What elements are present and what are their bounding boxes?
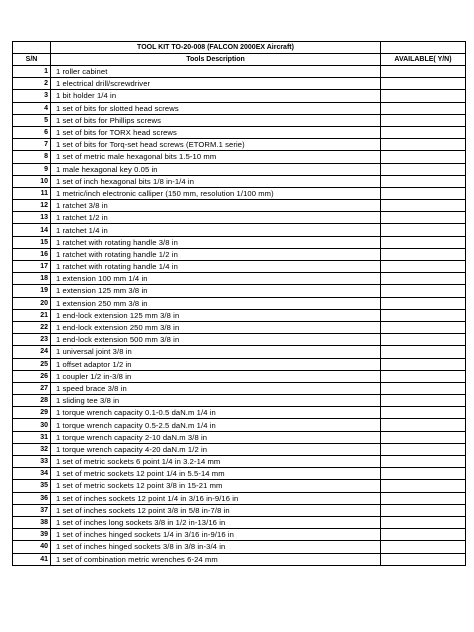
- row-description: 1 end-lock extension 500 mm 3/8 in: [51, 334, 381, 346]
- table-row: [13, 382, 466, 394]
- row-available[interactable]: [381, 480, 466, 492]
- table-row: [13, 541, 466, 553]
- table-row: [13, 224, 466, 236]
- row-description: 1 roller cabinet: [51, 66, 381, 78]
- row-description: 1 set of inches sockets 12 point 1/4 in 3/16 in-9/16 in: [51, 492, 381, 504]
- row-available[interactable]: [381, 200, 466, 212]
- row-description: 1 extension 250 mm 3/8 in: [51, 297, 381, 309]
- row-available[interactable]: [381, 541, 466, 553]
- row-available[interactable]: [381, 175, 466, 187]
- row-sn: 17: [13, 261, 51, 273]
- header-description: Tools Description: [51, 54, 381, 66]
- table-row: [13, 334, 466, 346]
- row-available[interactable]: [381, 261, 466, 273]
- row-description: 1 set of bits for Torq-set head screws (ETORM.1 serie): [51, 139, 381, 151]
- row-sn: 8: [13, 151, 51, 163]
- row-available[interactable]: [381, 395, 466, 407]
- row-available[interactable]: [381, 114, 466, 126]
- table-row: [13, 553, 466, 565]
- row-description: 1 bit holder 1/4 in: [51, 90, 381, 102]
- row-sn: 28: [13, 395, 51, 407]
- row-sn: 38: [13, 516, 51, 528]
- title-blank-cell: [381, 42, 466, 54]
- tool-kit-sheet: [12, 41, 465, 566]
- table-row: [13, 321, 466, 333]
- table-row: [13, 456, 466, 468]
- row-sn: 9: [13, 163, 51, 175]
- row-description: 1 metric/inch electronic calliper (150 mm, resolution 1/100 mm): [51, 187, 381, 199]
- row-available[interactable]: [381, 273, 466, 285]
- header-sn: S/N: [13, 54, 51, 66]
- row-available[interactable]: [381, 163, 466, 175]
- table-row: [13, 187, 466, 199]
- row-sn: 40: [13, 541, 51, 553]
- title-row: [13, 42, 466, 54]
- row-available[interactable]: [381, 443, 466, 455]
- row-description: 1 speed brace 3/8 in: [51, 382, 381, 394]
- row-sn: 31: [13, 431, 51, 443]
- row-available[interactable]: [381, 492, 466, 504]
- header-available: AVAILABLE( Y/N): [381, 54, 466, 66]
- table-row: [13, 200, 466, 212]
- table-row: [13, 480, 466, 492]
- table-row: [13, 309, 466, 321]
- row-available[interactable]: [381, 212, 466, 224]
- table-row: [13, 346, 466, 358]
- table-row: [13, 261, 466, 273]
- row-sn: 27: [13, 382, 51, 394]
- row-description: 1 ratchet 1/4 in: [51, 224, 381, 236]
- row-description: 1 end-lock extension 250 mm 3/8 in: [51, 321, 381, 333]
- row-sn: 21: [13, 309, 51, 321]
- row-available[interactable]: [381, 504, 466, 516]
- row-available[interactable]: [381, 285, 466, 297]
- row-description: 1 torque wrench capacity 2-10 daN.m 3/8 in: [51, 431, 381, 443]
- row-description: 1 set of inches long sockets 3/8 in 1/2 in-13/16 in: [51, 516, 381, 528]
- row-sn: 35: [13, 480, 51, 492]
- table-row: [13, 212, 466, 224]
- row-description: 1 set of metric sockets 12 point 3/8 in 15-21 mm: [51, 480, 381, 492]
- table-row: [13, 504, 466, 516]
- row-description: 1 set of combination metric wrenches 6-24 mm: [51, 553, 381, 565]
- row-sn: 1: [13, 66, 51, 78]
- row-sn: 33: [13, 456, 51, 468]
- table-row: [13, 151, 466, 163]
- table-title: TOOL KIT TO-20-008 (FALCON 2000EX Aircraft): [51, 42, 381, 54]
- row-sn: 22: [13, 321, 51, 333]
- row-available[interactable]: [381, 516, 466, 528]
- row-sn: 39: [13, 529, 51, 541]
- table-row: [13, 395, 466, 407]
- header-row: [13, 54, 466, 66]
- row-available[interactable]: [381, 431, 466, 443]
- table-row: [13, 419, 466, 431]
- row-description: 1 set of inches sockets 12 point 3/8 in 5/8 in-7/8 in: [51, 504, 381, 516]
- row-sn: 34: [13, 468, 51, 480]
- row-description: 1 offset adaptor 1/2 in: [51, 358, 381, 370]
- row-description: 1 sliding tee 3/8 in: [51, 395, 381, 407]
- row-description: 1 universal joint 3/8 in: [51, 346, 381, 358]
- row-available[interactable]: [381, 553, 466, 565]
- row-available[interactable]: [381, 151, 466, 163]
- table-row: [13, 443, 466, 455]
- row-available[interactable]: [381, 456, 466, 468]
- table-row: [13, 102, 466, 114]
- table-row: [13, 66, 466, 78]
- row-sn: 41: [13, 553, 51, 565]
- row-available[interactable]: [381, 419, 466, 431]
- table-row: [13, 297, 466, 309]
- row-available[interactable]: [381, 321, 466, 333]
- row-description: 1 set of metric sockets 12 point 1/4 in 5.5-14 mm: [51, 468, 381, 480]
- row-description: 1 end-lock extension 125 mm 3/8 in: [51, 309, 381, 321]
- table-row: [13, 407, 466, 419]
- row-sn: 12: [13, 200, 51, 212]
- table-row: [13, 175, 466, 187]
- row-sn: 30: [13, 419, 51, 431]
- row-available[interactable]: [381, 102, 466, 114]
- row-available[interactable]: [381, 370, 466, 382]
- table-row: [13, 285, 466, 297]
- table-row: [13, 248, 466, 260]
- table-row: [13, 370, 466, 382]
- row-description: 1 male hexagonal key 0.05 in: [51, 163, 381, 175]
- row-description: 1 set of inches hinged sockets 1/4 in 3/16 in-9/16 in: [51, 529, 381, 541]
- row-available[interactable]: [381, 139, 466, 151]
- row-description: 1 extension 100 mm 1/4 in: [51, 273, 381, 285]
- table-row: [13, 114, 466, 126]
- table-row: [13, 163, 466, 175]
- row-available[interactable]: [381, 529, 466, 541]
- row-sn: 5: [13, 114, 51, 126]
- row-available[interactable]: [381, 236, 466, 248]
- row-sn: 15: [13, 236, 51, 248]
- table-row: [13, 468, 466, 480]
- row-sn: 23: [13, 334, 51, 346]
- row-sn: 29: [13, 407, 51, 419]
- row-sn: 25: [13, 358, 51, 370]
- row-description: 1 ratchet 3/8 in: [51, 200, 381, 212]
- row-sn: 4: [13, 102, 51, 114]
- row-available[interactable]: [381, 224, 466, 236]
- row-description: 1 ratchet with rotating handle 1/2 in: [51, 248, 381, 260]
- row-sn: 13: [13, 212, 51, 224]
- table-row: [13, 90, 466, 102]
- table-row: [13, 273, 466, 285]
- row-available[interactable]: [381, 66, 466, 78]
- row-description: 1 set of bits for TORX head screws: [51, 126, 381, 138]
- row-sn: 24: [13, 346, 51, 358]
- row-sn: 11: [13, 187, 51, 199]
- table-row: [13, 431, 466, 443]
- row-available[interactable]: [381, 126, 466, 138]
- table-row: [13, 529, 466, 541]
- row-description: 1 set of metric sockets 6 point 1/4 in 3.2-14 mm: [51, 456, 381, 468]
- row-description: 1 coupler 1/2 in-3/8 in: [51, 370, 381, 382]
- row-description: 1 torque wrench capacity 4-20 daN.m 1/2 in: [51, 443, 381, 455]
- row-sn: 32: [13, 443, 51, 455]
- row-available[interactable]: [381, 468, 466, 480]
- table-row: [13, 516, 466, 528]
- row-sn: 2: [13, 78, 51, 90]
- table-row: [13, 236, 466, 248]
- row-description: 1 set of bits for Phillips screws: [51, 114, 381, 126]
- row-available[interactable]: [381, 358, 466, 370]
- row-description: 1 extension 125 mm 3/8 in: [51, 285, 381, 297]
- row-sn: 16: [13, 248, 51, 260]
- row-sn: 19: [13, 285, 51, 297]
- row-sn: 36: [13, 492, 51, 504]
- row-sn: 3: [13, 90, 51, 102]
- table-row: [13, 126, 466, 138]
- row-sn: 37: [13, 504, 51, 516]
- row-description: 1 set of bits for slotted head screws: [51, 102, 381, 114]
- row-available[interactable]: [381, 187, 466, 199]
- row-sn: 14: [13, 224, 51, 236]
- row-available[interactable]: [381, 407, 466, 419]
- row-sn: 6: [13, 126, 51, 138]
- row-description: 1 torque wrench capacity 0.5-2.5 daN.m 1/4 in: [51, 419, 381, 431]
- row-description: 1 set of metric male hexagonal bits 1.5-10 mm: [51, 151, 381, 163]
- row-available[interactable]: [381, 334, 466, 346]
- row-description: 1 electrical drill/screwdriver: [51, 78, 381, 90]
- row-available[interactable]: [381, 346, 466, 358]
- row-available[interactable]: [381, 382, 466, 394]
- title-blank-cell: [13, 42, 51, 54]
- row-available[interactable]: [381, 78, 466, 90]
- table-row: [13, 139, 466, 151]
- row-description: 1 set of inch hexagonal bits 1/8 in-1/4 in: [51, 175, 381, 187]
- table-row: [13, 492, 466, 504]
- row-sn: 18: [13, 273, 51, 285]
- row-available[interactable]: [381, 90, 466, 102]
- table-row: [13, 358, 466, 370]
- row-available[interactable]: [381, 248, 466, 260]
- row-available[interactable]: [381, 297, 466, 309]
- row-description: 1 ratchet with rotating handle 3/8 in: [51, 236, 381, 248]
- row-description: 1 ratchet with rotating handle 1/4 in: [51, 261, 381, 273]
- row-description: 1 set of inches hinged sockets 3/8 in 3/8 in-3/4 in: [51, 541, 381, 553]
- row-sn: 10: [13, 175, 51, 187]
- row-description: 1 ratchet 1/2 in: [51, 212, 381, 224]
- row-sn: 7: [13, 139, 51, 151]
- row-sn: 26: [13, 370, 51, 382]
- row-sn: 20: [13, 297, 51, 309]
- table-row: [13, 78, 466, 90]
- row-description: 1 torque wrench capacity 0.1-0.5 daN.m 1/4 in: [51, 407, 381, 419]
- tool-kit-table: [12, 41, 466, 566]
- row-available[interactable]: [381, 309, 466, 321]
